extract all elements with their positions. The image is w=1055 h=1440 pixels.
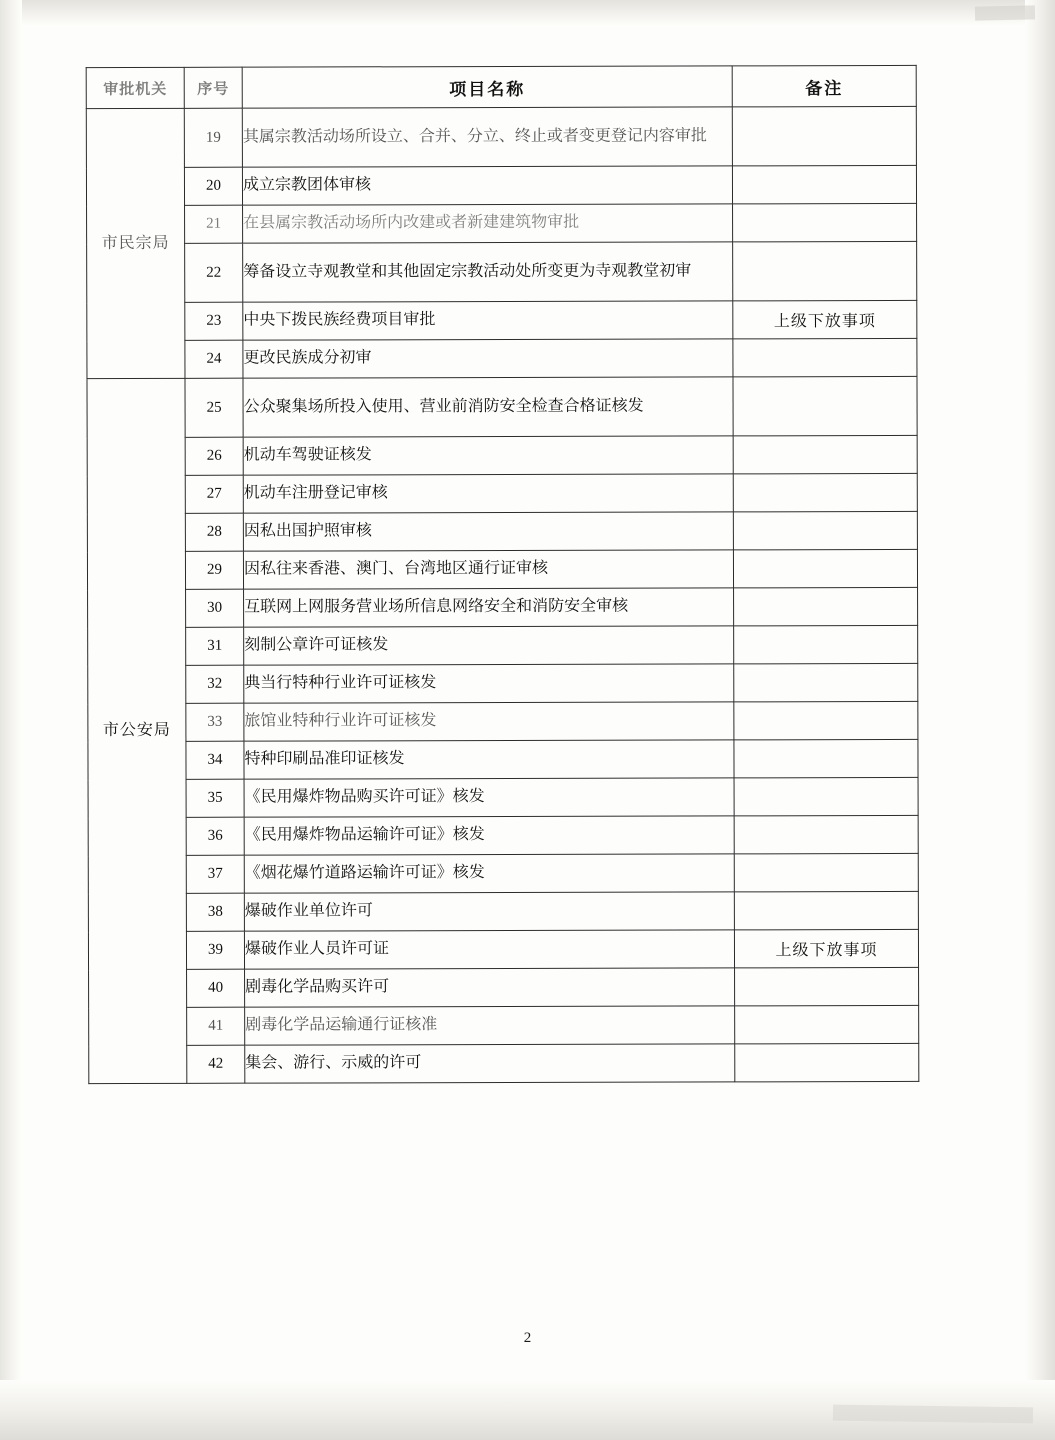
cell-remarks <box>735 967 919 1005</box>
cell-sequence: 35 <box>186 779 244 817</box>
cell-sequence: 24 <box>185 340 243 378</box>
cell-remarks <box>734 891 918 929</box>
cell-sequence: 34 <box>186 741 244 779</box>
table-row <box>88 701 918 741</box>
cell-remarks: 上级下放事项 <box>734 929 918 967</box>
table-row <box>88 587 918 627</box>
cell-remarks <box>734 739 918 777</box>
cell-remarks <box>733 338 917 376</box>
cell-sequence: 39 <box>186 931 244 969</box>
cell-sequence: 25 <box>185 378 243 437</box>
cell-remarks <box>734 815 918 853</box>
cell-item-name: 特种印刷品准印证核发 <box>244 740 734 779</box>
table-row <box>87 300 917 340</box>
cell-sequence: 28 <box>185 513 243 551</box>
cell-item-name: 典当行特种行业许可证核发 <box>244 664 734 703</box>
table-header-row <box>86 65 916 108</box>
table-body <box>86 106 919 1083</box>
cell-sequence: 19 <box>184 108 242 167</box>
cell-sequence: 30 <box>186 589 244 627</box>
cell-item-name: 因私往来香港、澳门、台湾地区通行证审核 <box>243 550 733 589</box>
cell-remarks <box>734 701 918 739</box>
table-row <box>88 891 918 931</box>
table-row <box>87 549 917 589</box>
cell-sequence: 33 <box>186 703 244 741</box>
table-row <box>89 1043 919 1083</box>
table-row <box>88 625 918 665</box>
cell-sequence: 32 <box>186 665 244 703</box>
table-row <box>86 165 916 205</box>
cell-department: 市民宗局 <box>86 108 185 378</box>
scan-edge-top <box>0 0 1055 26</box>
cell-sequence: 42 <box>187 1045 245 1083</box>
cell-item-name: 因私出国护照审核 <box>243 512 733 551</box>
cell-item-name: 成立宗教团体审核 <box>242 166 732 205</box>
table-row <box>87 473 917 513</box>
cell-remarks <box>733 241 917 300</box>
cell-remarks: 上级下放事项 <box>733 300 917 338</box>
table-row <box>87 435 917 475</box>
column-header-sequence: 序号 <box>184 67 242 108</box>
cell-remarks <box>733 473 917 511</box>
table-row <box>86 106 916 167</box>
cell-sequence: 38 <box>186 893 244 931</box>
scan-artifact-bottom-right <box>833 1405 1033 1424</box>
cell-remarks <box>734 663 918 701</box>
cell-item-name: 其属宗教活动场所设立、合并、分立、终止或者变更登记内容审批 <box>242 107 732 167</box>
table-row <box>87 376 917 437</box>
table-row <box>87 511 917 551</box>
cell-remarks <box>732 106 916 165</box>
cell-item-name: 更改民族成分初审 <box>243 339 733 378</box>
cell-remarks <box>733 203 917 241</box>
page-number: 2 <box>523 1330 532 1346</box>
cell-remarks <box>734 777 918 815</box>
table-row <box>87 203 917 243</box>
cell-item-name: 集会、游行、示威的许可 <box>245 1044 735 1083</box>
cell-sequence: 29 <box>185 551 243 589</box>
cell-sequence: 20 <box>184 167 242 205</box>
table-row <box>88 777 918 817</box>
cell-sequence: 37 <box>186 855 244 893</box>
table-row <box>87 338 917 378</box>
cell-remarks <box>735 1043 919 1081</box>
table-row <box>89 967 919 1007</box>
cell-department: 市公安局 <box>87 378 187 1083</box>
cell-item-name: 中央下拨民族经费项目审批 <box>243 301 733 340</box>
cell-remarks <box>733 549 917 587</box>
cell-item-name: 旅馆业特种行业许可证核发 <box>244 702 734 741</box>
cell-item-name: 爆破作业人员许可证 <box>244 930 734 969</box>
cell-remarks <box>733 376 917 435</box>
table-row <box>88 663 918 703</box>
cell-sequence: 36 <box>186 817 244 855</box>
cell-sequence: 27 <box>185 475 243 513</box>
cell-item-name: 在县属宗教活动场所内改建或者新建建筑物审批 <box>243 204 733 243</box>
column-header-department: 审批机关 <box>86 67 184 108</box>
scan-artifact-top-right <box>975 5 1035 20</box>
cell-sequence: 40 <box>187 969 245 1007</box>
table-row <box>87 241 917 302</box>
cell-item-name: 《民用爆炸物品运输许可证》核发 <box>244 816 734 855</box>
cell-item-name: 剧毒化学品购买许可 <box>245 968 735 1007</box>
cell-sequence: 31 <box>186 627 244 665</box>
cell-remarks <box>734 625 918 663</box>
table-row <box>88 929 918 969</box>
cell-item-name: 剧毒化学品运输通行证核准 <box>245 1006 735 1045</box>
column-header-item-name: 项目名称 <box>242 66 732 108</box>
cell-item-name: 爆破作业单位许可 <box>244 892 734 931</box>
cell-remarks <box>735 1005 919 1043</box>
cell-item-name: 刻制公章许可证核发 <box>244 626 734 665</box>
approval-items-table-wrapper <box>86 65 919 1084</box>
table-row <box>89 1005 919 1045</box>
cell-sequence: 41 <box>187 1007 245 1045</box>
cell-item-name: 《民用爆炸物品购买许可证》核发 <box>244 778 734 817</box>
column-header-remarks: 备注 <box>732 65 916 106</box>
approval-items-table <box>86 65 920 1084</box>
table-row <box>88 815 918 855</box>
cell-item-name: 筹备设立寺观教堂和其他固定宗教活动处所变更为寺观教堂初审 <box>243 242 733 302</box>
cell-remarks <box>734 587 918 625</box>
cell-remarks <box>732 165 916 203</box>
cell-item-name: 《烟花爆竹道路运输许可证》核发 <box>244 854 734 893</box>
cell-item-name: 公众聚集场所投入使用、营业前消防安全检查合格证核发 <box>243 377 733 437</box>
cell-sequence: 22 <box>185 243 243 302</box>
scan-edge-left <box>0 0 22 1440</box>
cell-item-name: 机动车注册登记审核 <box>243 474 733 513</box>
cell-remarks <box>733 435 917 473</box>
cell-sequence: 26 <box>185 437 243 475</box>
scan-edge-right <box>1025 0 1055 1440</box>
cell-remarks <box>733 511 917 549</box>
cell-item-name: 互联网上网服务营业场所信息网络安全和消防安全审核 <box>244 588 734 627</box>
cell-remarks <box>734 853 918 891</box>
cell-item-name: 机动车驾驶证核发 <box>243 436 733 475</box>
cell-sequence: 21 <box>185 205 243 243</box>
table-row <box>88 853 918 893</box>
cell-sequence: 23 <box>185 302 243 340</box>
table-header <box>86 65 916 108</box>
table-row <box>88 739 918 779</box>
